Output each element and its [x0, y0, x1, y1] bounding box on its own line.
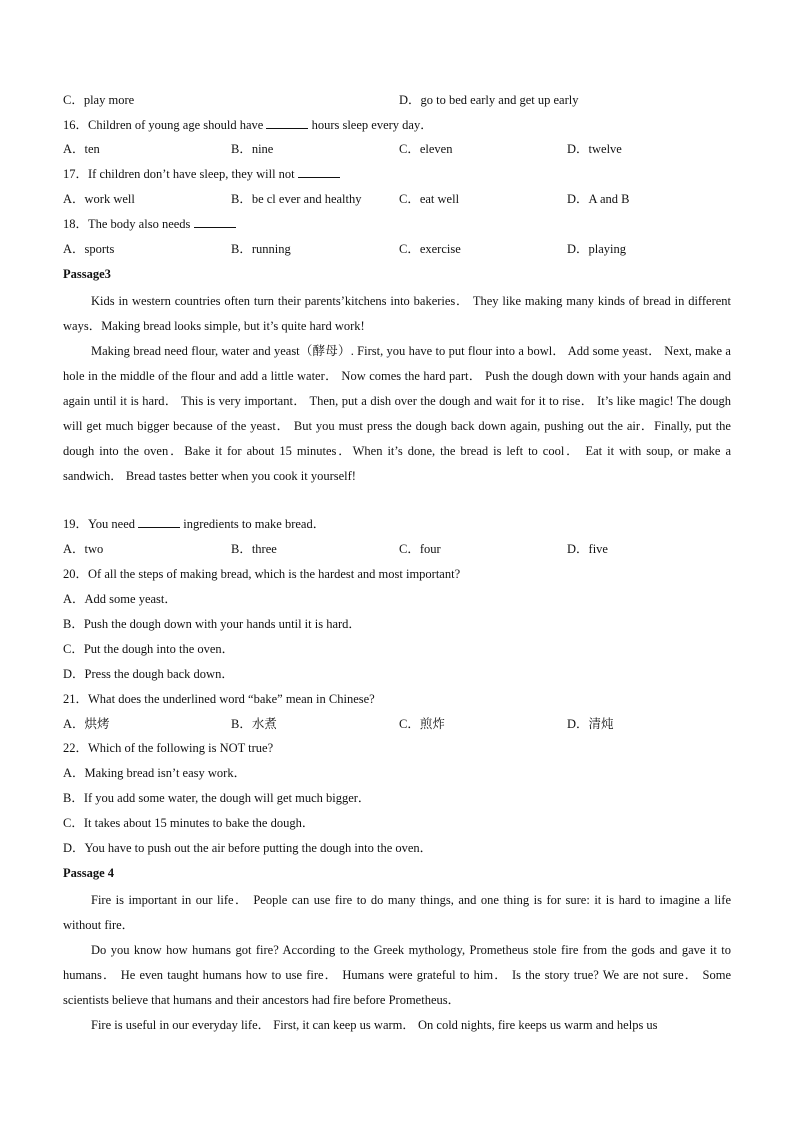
q20-option-d: D．Press the dough back down． [63, 667, 234, 681]
answer-blank [298, 166, 340, 178]
q18-stem [63, 214, 733, 234]
q16-stem [63, 115, 733, 135]
q16-option-d: D．twelve [567, 142, 622, 156]
q19-stem-after: ingredients to make bread． [183, 517, 326, 531]
q15-options [63, 90, 733, 110]
q21-option-b: B．水煮 [231, 717, 277, 731]
passage3-paragraph-2: Making bread need flour, water and yeast（酵母）. First, you have to put flour into a bowl． Add some yeast． Next, make a hole in the middle of the flour and add a little water． Now comes the hard part． Push the dough down with your hands again and again until it is hard． This is very important． Then, put a dish over the dough and wait for it to rise． It’s like magic! The dough will get much bigger because of the yeast． But you must press the dough back down again, pushing out the air．Finally, put the dough into the oven．Bake it for about 15 minutes．When it’s done, the bread is left to cool． Eat it with soup, or make a sandwich． Bread tastes better when you cook it yourself! [63, 344, 731, 483]
q15-option-c: C．play more [63, 93, 135, 107]
q20-stem: 20．Of all the steps of making bread, which is the hardest and most important? [63, 567, 461, 581]
answer-blank [266, 117, 308, 129]
q19-options [63, 539, 733, 559]
q19-stem-before: 19．You need [63, 517, 135, 531]
q21-option-a: A．烘烤 [63, 717, 110, 731]
q15-option-d: D．go to bed early and get up early [399, 93, 579, 107]
q22-option-c: C．It takes about 15 minutes to bake the dough． [63, 816, 315, 830]
q21-option-c: C．煎炸 [399, 717, 445, 731]
q17-stem [63, 164, 733, 184]
q19-option-b: B．three [231, 542, 277, 556]
q18-option-a: A．sports [63, 242, 115, 256]
passage4-heading: Passage 4 [63, 866, 115, 880]
q18-stem-before: 18．The body also needs [63, 217, 191, 231]
q20-option-b: B．Push the dough down with your hands until it is hard． [63, 617, 361, 631]
q22-option-d: D．You have to push out the air before putting the dough into the oven． [63, 841, 433, 855]
q17-option-d: D．A and B [567, 192, 630, 206]
q20-option-a: A．Add some yeast． [63, 592, 177, 606]
passage4-paragraph-2: Do you know how humans got fire? According to the Greek mythology, Prometheus stole fire from the gods and gave it to humans． He even taught humans how to use fire． Humans were grateful to him． Is the story true? We are not sure． Some scientists believe that humans and their ancestors had fire before Prometheus． [63, 943, 731, 1007]
q17-option-b: B．be cl ever and healthy [231, 192, 362, 206]
q19-option-d: D．five [567, 542, 608, 556]
q19-option-a: A．two [63, 542, 104, 556]
q18-options [63, 239, 733, 259]
q19-option-c: C．four [399, 542, 441, 556]
q18-option-c: C．exercise [399, 242, 461, 256]
q17-option-c: C．eat well [399, 192, 460, 206]
passage3-heading: Passage3 [63, 267, 111, 281]
answer-blank [138, 516, 180, 528]
q16-option-c: C．eleven [399, 142, 453, 156]
passage3-paragraph-1: Kids in western countries often turn their parents’kitchens into bakeries． They like making many kinds of bread in different ways．Making bread looks simple, but it’s quite hard work! [63, 294, 731, 333]
q22-stem: 22．Which of the following is NOT true? [63, 741, 274, 755]
answer-blank [194, 216, 236, 228]
q16-stem-before: 16．Children of young age should have [63, 118, 264, 132]
q16-stem-after: hours sleep every day． [311, 118, 433, 132]
q21-options [63, 714, 733, 734]
q17-stem-before: 17．If children don’t have sleep, they will not [63, 167, 295, 181]
passage4-paragraph-1: Fire is important in our life． People can use fire to do many things, and one thing is for sure: it is hard to imagine a life without fire． [63, 893, 731, 932]
q17-options [63, 189, 733, 209]
q21-option-d: D．清炖 [567, 717, 614, 731]
q22-option-a: A．Making bread isn’t easy work． [63, 766, 247, 780]
q16-option-b: B．nine [231, 142, 274, 156]
q18-option-b: B．running [231, 242, 291, 256]
q16-option-a: A．ten [63, 142, 100, 156]
q16-options [63, 139, 733, 159]
q19-stem [63, 514, 733, 534]
q22-option-b: B．If you add some water, the dough will get much bigger． [63, 791, 371, 805]
q17-option-a: A．work well [63, 192, 135, 206]
q21-stem: 21．What does the underlined word “bake” mean in Chinese? [63, 692, 375, 706]
q18-option-d: D．playing [567, 242, 627, 256]
passage4-paragraph-3: Fire is useful in our everyday life． First, it can keep us warm． On cold nights, fire keeps us warm and helps us [91, 1018, 658, 1032]
q20-option-c: C．Put the dough into the oven． [63, 642, 235, 656]
